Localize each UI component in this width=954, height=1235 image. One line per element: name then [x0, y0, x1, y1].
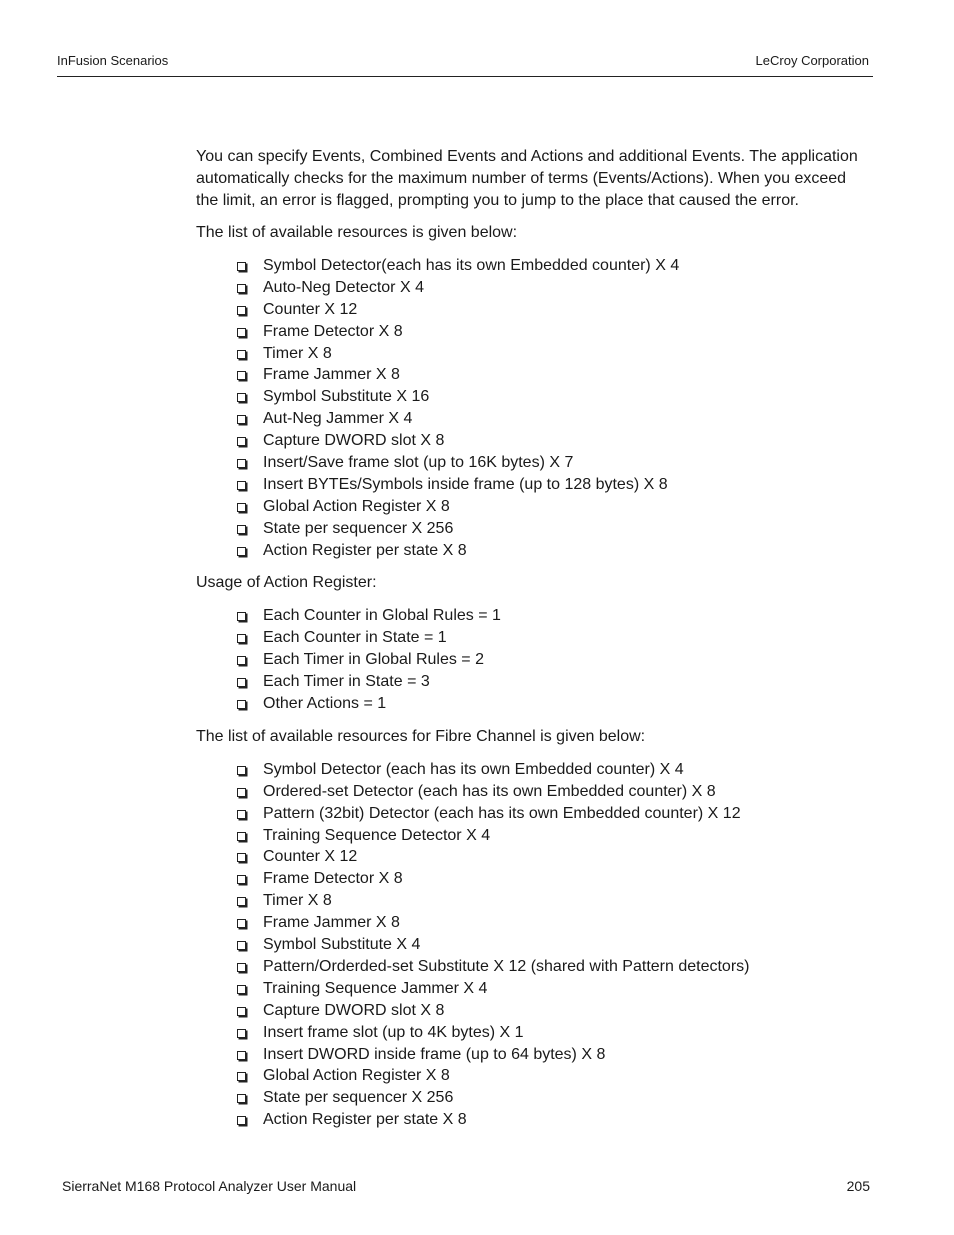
list-item — [237, 1109, 868, 1131]
resource-list — [196, 255, 868, 561]
action-register-usage-list — [196, 605, 868, 714]
list-item-text: Pattern (32bit) Detector (each has its own Embedded counter) X 12 — [263, 804, 741, 822]
checkbox-bullet-icon — [237, 656, 246, 665]
list-item-text: Insert/Save frame slot (up to 16K bytes) X 7 — [263, 454, 574, 472]
list-item — [237, 343, 868, 365]
checkbox-bullet-icon — [237, 612, 246, 621]
checkbox-bullet-icon — [237, 985, 246, 994]
list-item — [237, 518, 868, 540]
list-item — [237, 1087, 868, 1109]
list-item-text: Pattern/Orderded-set Substitute X 12 (shared with Pattern detectors) — [263, 957, 750, 975]
checkbox-bullet-icon — [237, 1007, 246, 1016]
list1-title: The list of available resources is given below: — [196, 224, 518, 241]
checkbox-bullet-icon — [237, 1116, 246, 1125]
checkbox-bullet-icon — [237, 875, 246, 884]
list-item-text: Symbol Detector(each has its own Embedded counter) X 4 — [263, 257, 680, 274]
list-item — [237, 277, 868, 299]
list-item-text: Each Timer in State = 3 — [263, 673, 430, 691]
header-section-title: InFusion Scenarios — [57, 53, 169, 68]
list-item — [237, 781, 868, 803]
checkbox-bullet-icon — [237, 634, 246, 643]
list-item — [237, 1000, 868, 1022]
checkbox-bullet-icon — [237, 262, 246, 271]
list-item — [237, 759, 868, 781]
list-item — [237, 1065, 868, 1087]
checkbox-bullet-icon — [237, 700, 246, 709]
list-item-text: Insert frame slot (up to 4K bytes) X 1 — [263, 1023, 524, 1041]
list-item-text: Insert DWORD inside frame (up to 64 bytes) X 8 — [263, 1045, 606, 1063]
checkbox-bullet-icon — [237, 284, 246, 293]
list-item-text: Insert BYTEs/Symbols inside frame (up to 128 bytes) X 8 — [263, 475, 668, 493]
list-item — [237, 386, 868, 408]
list-item — [237, 978, 868, 1000]
list-item-text: Aut-Neg Jammer X 4 — [263, 410, 413, 428]
checkbox-bullet-icon — [237, 963, 246, 972]
checkbox-bullet-icon — [237, 306, 246, 315]
list-item-text: Capture DWORD slot X 8 — [263, 1001, 445, 1019]
list-item — [237, 671, 868, 693]
list-item — [237, 474, 868, 496]
checkbox-bullet-icon — [237, 547, 246, 556]
list-item-text: Symbol Detector (each has its own Embedded counter) X 4 — [263, 760, 684, 778]
checkbox-bullet-icon — [237, 832, 246, 841]
list-item-text: Each Counter in State = 1 — [263, 629, 447, 647]
list2-title: Usage of Action Register: — [196, 574, 377, 592]
checkbox-bullet-icon — [237, 810, 246, 819]
checkbox-bullet-icon — [237, 678, 246, 687]
checkbox-bullet-icon — [237, 1094, 246, 1103]
list-item — [237, 868, 868, 890]
checkbox-bullet-icon — [237, 1029, 246, 1038]
list-item — [237, 540, 868, 562]
checkbox-bullet-icon — [237, 393, 246, 402]
list-item-text: Symbol Substitute X 4 — [263, 936, 421, 954]
list-item-text: Frame Jammer X 8 — [263, 366, 400, 384]
list-item — [237, 255, 868, 277]
list-item-text: Training Sequence Detector X 4 — [263, 826, 491, 844]
list-item — [237, 605, 868, 627]
checkbox-bullet-icon — [237, 437, 246, 446]
list-item — [237, 1022, 868, 1044]
page-content — [196, 146, 868, 1142]
checkbox-bullet-icon — [237, 371, 246, 380]
list-item — [237, 627, 868, 649]
list-item — [237, 408, 868, 430]
checkbox-bullet-icon — [237, 481, 246, 490]
checkbox-bullet-icon — [237, 328, 246, 337]
list-item-text: Action Register per state X 8 — [263, 1111, 467, 1129]
list-item — [237, 934, 868, 956]
list-item-text: Action Register per state X 8 — [263, 541, 467, 559]
checkbox-bullet-icon — [237, 897, 246, 906]
checkbox-bullet-icon — [237, 919, 246, 928]
list-item — [237, 649, 868, 671]
checkbox-bullet-icon — [237, 459, 246, 468]
page-number: 205 — [846, 1178, 870, 1194]
list-item — [237, 846, 868, 868]
list-item-text: Global Action Register X 8 — [263, 497, 450, 515]
list-item-text: Frame Jammer X 8 — [263, 914, 400, 932]
checkbox-bullet-icon — [237, 766, 246, 775]
checkbox-bullet-icon — [237, 503, 246, 512]
list-item — [237, 299, 868, 321]
list-item-text: Frame Detector X 8 — [263, 870, 403, 888]
list-item-text: Each Counter in Global Rules = 1 — [263, 607, 501, 625]
list-item — [237, 693, 868, 715]
list-item — [237, 1044, 868, 1066]
list-item-text: Ordered-set Detector (each has its own Embedded counter) X 8 — [263, 782, 716, 800]
list-item — [237, 430, 868, 452]
checkbox-bullet-icon — [237, 1051, 246, 1060]
list-item — [237, 803, 868, 825]
list-item-text: State per sequencer X 256 — [263, 519, 454, 537]
list-item-text: Capture DWORD slot X 8 — [263, 432, 445, 450]
checkbox-bullet-icon — [237, 350, 246, 359]
list-item-text: Timer X 8 — [263, 344, 332, 362]
list-item-text: Timer X 8 — [263, 892, 332, 910]
checkbox-bullet-icon — [237, 415, 246, 424]
list-item-text: Symbol Substitute X 16 — [263, 388, 430, 406]
list-item — [237, 956, 868, 978]
list-item — [237, 825, 868, 847]
checkbox-bullet-icon — [237, 1072, 246, 1081]
list-item-text: Frame Detector X 8 — [263, 322, 403, 340]
list-item — [237, 496, 868, 518]
list-item-text: Auto-Neg Detector X 4 — [263, 278, 424, 296]
header-company: LeCroy Corporation — [755, 53, 869, 68]
list-item-text: Global Action Register X 8 — [263, 1067, 450, 1085]
footer-manual-title: SierraNet M168 Protocol Analyzer User Manual — [62, 1178, 357, 1194]
list-item-text: Counter X 12 — [263, 300, 358, 318]
list-item-text: Other Actions = 1 — [263, 695, 387, 713]
checkbox-bullet-icon — [237, 525, 246, 534]
checkbox-bullet-icon — [237, 941, 246, 950]
intro-paragraph: You can specify Events, Combined Events and Actions and additional Events. The application automatically checks for the maximum number of terms (Events/Actions). When you exceed the limit, an error is flagged, prompting you to jump to the place that caused the error. — [196, 148, 858, 209]
list-item — [237, 912, 868, 934]
list-item-text: State per sequencer X 256 — [263, 1089, 454, 1107]
checkbox-bullet-icon — [237, 788, 246, 797]
list-item-text: Each Timer in Global Rules = 2 — [263, 651, 484, 669]
list-item — [237, 321, 868, 343]
list-item-text: Counter X 12 — [263, 848, 358, 866]
list-item-text: Training Sequence Jammer X 4 — [263, 979, 488, 997]
page-header — [57, 52, 873, 77]
list-item — [237, 364, 868, 386]
fibre-channel-resource-list — [196, 759, 868, 1131]
list-item — [237, 452, 868, 474]
list3-title: The list of available resources for Fibre Channel is given below: — [196, 727, 646, 745]
list-item — [237, 890, 868, 912]
checkbox-bullet-icon — [237, 853, 246, 862]
